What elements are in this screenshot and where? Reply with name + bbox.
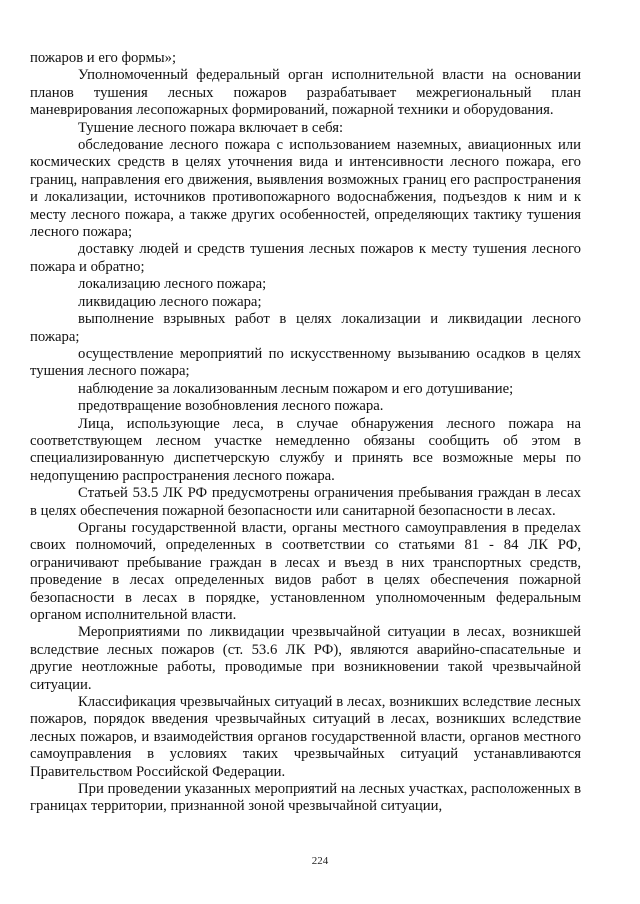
list-item-liquidation: ликвидацию лесного пожара; (78, 293, 262, 310)
list-item-survey: обследование лесного пожара с использованием наземных, авиационных или космических средств в целях уточнения вида и интенсивности лесного пожара, его границ, направления его движения, выявления возможных границ его распространения и локализации, источников противопожарного водоснабжения, подъездов к ним и к месту лесного пожара, а также других особенностей, определяющих тактику тушения лесного пожара; (30, 137, 581, 241)
list-item-delivery: доставку людей и средств тушения лесных пожаров к месту тушения лесного пожара и обратно; (30, 241, 581, 275)
list-item-blasting: выполнение взрывных работ в целях локализации и ликвидации лесного пожара; (30, 311, 581, 345)
paragraph-forest-users: Лица, использующие леса, в случае обнаружения лесного пожара на соответствующем лесном участке немедленно обязаны сообщить об этом в специализированную диспетчерскую службу и принять все возможные меры по недопущению распространения лесного пожара. (30, 415, 581, 484)
document-body (30, 50, 581, 816)
paragraph-classification: Классификация чрезвычайных ситуаций в лесах, возникших вследствие лесных пожаров, порядок введения чрезвычайных ситуаций в лесах, возникших вследствие лесных пожаров, и взаимодействия органов государственной власти, органов местного самоуправления в условиях таких чрезвычайных ситуаций устанавливаются Правительством Российской Федерации. (30, 694, 581, 780)
list-item-observation: наблюдение за локализованным лесным пожаром и его дотушивание; (78, 380, 514, 397)
paragraph-continuation: пожаров и его формы»; (30, 50, 177, 66)
list-item-precipitation: осуществление мероприятий по искусственному вызыванию осадков в целях тушения лесного пожара; (30, 345, 581, 380)
paragraph-authorities: Органы государственной власти, органы местного самоуправления в пределах своих полномочий, определенных в соответствии со статьями 81 - 84 ЛК РФ, ограничивают пребывание граждан в лесах и въезд в них транспортных средств, проведение в лесах определенных видов работ в целях обеспечения пожарной безопасности в лесах в порядке, установленном уполномоченным федеральным органом исполнительной власти. (30, 519, 581, 623)
paragraph-article-53-5: Статьей 53.5 ЛК РФ предусмотрены ограничения пребывания граждан в лесах в целях обеспечения пожарной безопасности или санитарной безопасности в лесах. (30, 485, 581, 519)
paragraph-conducting-measures: При проведении указанных мероприятий на лесных участках, расположенных в границах территории, признанной зоной чрезвычайной ситуации, (30, 781, 581, 815)
page-number: 224 (311, 855, 329, 867)
list-item-prevention: предотвращение возобновления лесного пожара. (78, 398, 384, 415)
list-item-localization: локализацию лесного пожара; (78, 276, 267, 293)
paragraph-interregional-plan: Уполномоченный федеральный орган исполнительной власти на основании планов тушения лесных пожаров разрабатывает межрегиональный план маневрирования лесопожарных формирований, пожарной техники и оборудования. (30, 67, 581, 119)
paragraph-emergency-measures: Мероприятиями по ликвидации чрезвычайной ситуации в лесах, возникшей вследствие лесных пожаров (ст. 53.6 ЛК РФ), являются аварийно-спасательные и другие неотложные работы, проводимые при возникновении такой чрезвычайной ситуации. (30, 624, 581, 693)
paragraph-extinguishing-includes: Тушение лесного пожара включает в себя: (78, 119, 344, 136)
